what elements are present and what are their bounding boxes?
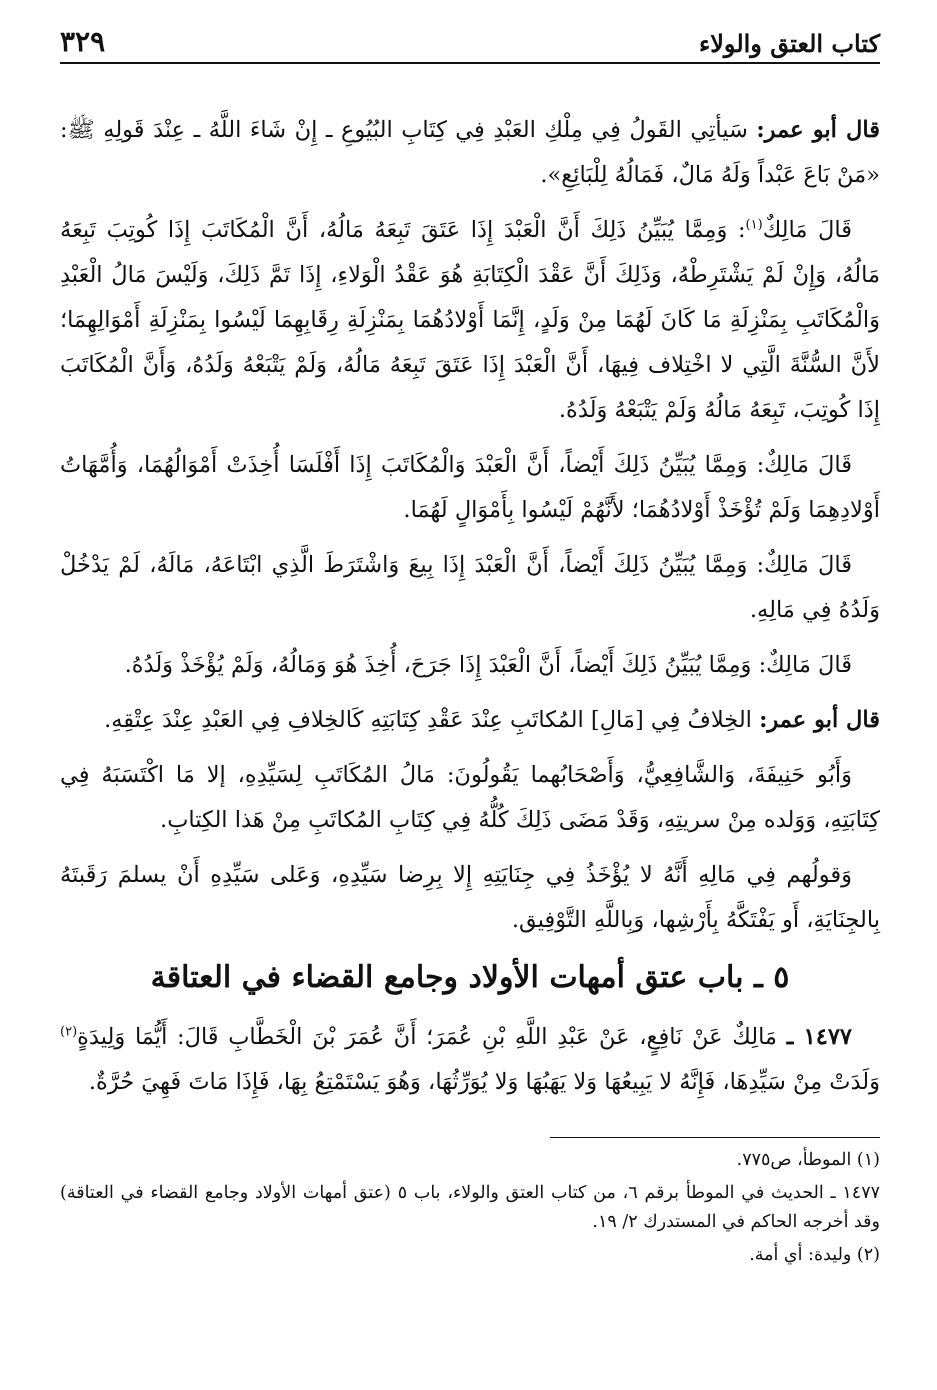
hadith-number: ١٤٧٧ ـ: [786, 1024, 852, 1050]
footnote-ref: (٢): [60, 1024, 78, 1040]
running-header: [60, 22, 880, 64]
book-page: [60, 22, 880, 1274]
book-title: كتاب العتق والولاء: [698, 29, 880, 58]
paragraph-text: : وَمِمَّا يُبَيِّنُ ذَلِكَ أَنَّ الْعَبْدَ إِذَا عَتَقَ تَبِعَهُ مَالُهُ، أَنَّ الْمُكَاتَبَ إِذَا كُوتِبَ تَبِعَهُ مَالُهُ، وَإِنْ لَمْ يَشْتَرِطْهُ، وَذَلِكَ أَنَّ عَقْدَ الْكِتَابَةِ هُوَ عَقْدُ الْوَلاءِ، إِذَا تَمَّ ذَلِكَ، وَلَيْسَ مَالُ الْعَبْدِ وَالْمُكَاتَبِ بِمَنْزِلَةِ مَا كَانَ لَهُمَا مِنْ وَلَدٍ، إِنَّمَا أَوْلادُهُمَا بِمَنْزِلَةِ رِقَابِهِمَا لَيْسُوا بِمَنْزِلَةِ أَمْوَالِهِمَا؛ لأَنَّ السُّنَّةَ الَّتِي لا اخْتِلاف فِيهَا، أَنَّ الْعَبْدَ إِذَا عَتَقَ تَبِعَهُ مَالُهُ، وَلَمْ يَتْبَعْهُ وَلَدُهُ، وَأَنَّ الْمُكَاتَبَ إِذَا كُوتِبَ، تَبِعَهُ مَالُهُ وَلَمْ يَتْبَعْهُ وَلَدُهُ.: [60, 217, 880, 423]
paragraph-text: وَأَبُو حَنِيفَةَ، وَالشَّافِعِيُّ، وَأَصْحَابُهما يَقُولُونَ: مَالُ المُكَاتَبِ لِسَيِّدِهِ، إلا مَا اكْتَسَبَهُ فِي كِتَابَتِهِ، وَوَلده مِنْ سريتِهِ، وَقَدْ مَضَى ذَلِكَ كُلُّهُ فِي كِتَابِ المُكاتَبِ مِنْ هَذا الكِتابِ.: [60, 762, 880, 833]
paragraph: [60, 643, 880, 688]
paragraph: [60, 443, 880, 533]
paragraph-text: قَالَ مَالِكٌ: وَمِمَّا يُبَيِّنُ ذَلِكَ أَيْضاً، أَنَّ الْعَبْدَ إِذَا جَرَحَ، أُخِذَ هُوَ وَمَالُهُ، وَلَمْ يُؤْخَذْ وَلَدُهُ.: [124, 652, 852, 678]
paragraph-text: قَالَ مَالِكٌ: وَمِمَّا يُبَيِّنُ ذَلِكَ أَيْضاً، أَنَّ الْعَبْدَ وَالْمُكَاتَبَ إِذَا أَفْلَسَا أُخِذَتْ أَمْوَالُهُمَا، وَأُمَّهَاتُ أَوْلادِهِمَا وَلَمْ تُؤْخَذْ أَوْلادُهُمَا؛ لأَنَّهُمْ لَيْسُوا بِأَمْوَالٍ لَهُمَا.: [60, 452, 880, 523]
hadith-paragraph: [60, 1015, 880, 1105]
paragraph: [60, 208, 880, 433]
paragraph-text: قَالَ مَالِكٌ: [762, 217, 852, 243]
footnote: (١) الموطأ، ص٧٧٥.: [736, 1150, 880, 1170]
footnote-divider: [550, 1137, 880, 1138]
paragraph-text: الخِلافُ فِي [مَالِ] المُكاتَبِ عِنْدَ عَقْدِ كِتَابَتِهِ كَالخِلافِ فِي العَبْدِ عِنْدَ عِتْقِهِ.: [104, 707, 760, 733]
footnote-ref: (١): [745, 217, 763, 233]
paragraph: [60, 853, 880, 943]
paragraph: [60, 108, 880, 198]
section-heading: ٥ ـ باب عتق أمهات الأولاد وجامع القضاء في العتاقة: [150, 960, 790, 995]
hadith-text: وَلَدَتْ مِنْ سَيِّدِهَا، فَإِنَّهُ لا يَبِيعُهَا وَلا يَهَبُهَا وَلا يُوَرِّثُهَا، وَهُوَ يَسْتَمْتِعُ بِهَا، فَإِذَا مَاتَ فَهِيَ حُرَّةٌ.: [88, 1069, 880, 1095]
footnotes: [60, 1146, 880, 1270]
hadith-text: مَالِكٌ عَنْ نَافِعٍ، عَنْ عَبْدِ اللَّهِ بْنِ عُمَرَ؛ أَنَّ عُمَرَ بْنَ الْخَطَّابِ قَالَ: أَيُّمَا وَلِيدَةٍ: [77, 1024, 787, 1050]
footnote: ١٤٧٧ ـ الحديث في الموطأ برقم ٦، من كتاب العتق والولاء، باب ٥ (عتق أمهات الأولاد وجامع القضاء في العتاقة) وقد أخرجه الحاكم في المستدرك ٢/ ١٩.: [60, 1183, 881, 1232]
footnote: (٢) وليدة: أي أمة.: [749, 1245, 880, 1265]
paragraph-lead: قال أبو عمر:: [759, 707, 880, 733]
paragraph-text: قَالَ مَالِكٌ: وَمِمَّا يُبَيِّنُ ذَلِكَ أَيْضاً، أَنَّ الْعَبْدَ إِذَا بِيعَ وَاشْتَرَطَ الَّذِي ابْتَاعَهُ، مَالَهُ، لَمْ يَدْخُلْ وَلَدُهُ فِي مَالِهِ.: [60, 552, 880, 623]
page-number: ٣٢٩: [60, 25, 106, 58]
paragraph-text: سَيأتِي القَولُ فِي مِلْكِ العَبْدِ فِي كِتَابِ البُيُوعِ ـ إِنْ شَاءَ اللَّهُ ـ عِنْدَ قَولِهِ ﷺ: «مَنْ بَاعَ عَبْداً وَلَهُ مَالٌ، فَمَالُهُ لِلْبَائِعِ».: [60, 117, 880, 188]
body-text: [60, 108, 880, 1105]
paragraph: [60, 753, 880, 843]
paragraph-lead: قال أبو عمر:: [756, 117, 881, 143]
paragraph-text: وَقولُهم فِي مَالِهِ أَنَّهُ لا يُؤْخَذُ فِي جِنَايَتِهِ إِلا بِرِضا سَيِّدِهِ، وَعَلى سَيِّدِهِ أَنْ يسلمَ رَقَبتَهُ بِالجِنَايَةِ، أَو يَفْتَكَّهُ بِأَرْشِها، وَبِاللَّهِ التَّوْفِيق.: [60, 862, 880, 933]
paragraph: [60, 543, 880, 633]
paragraph: [60, 698, 880, 743]
